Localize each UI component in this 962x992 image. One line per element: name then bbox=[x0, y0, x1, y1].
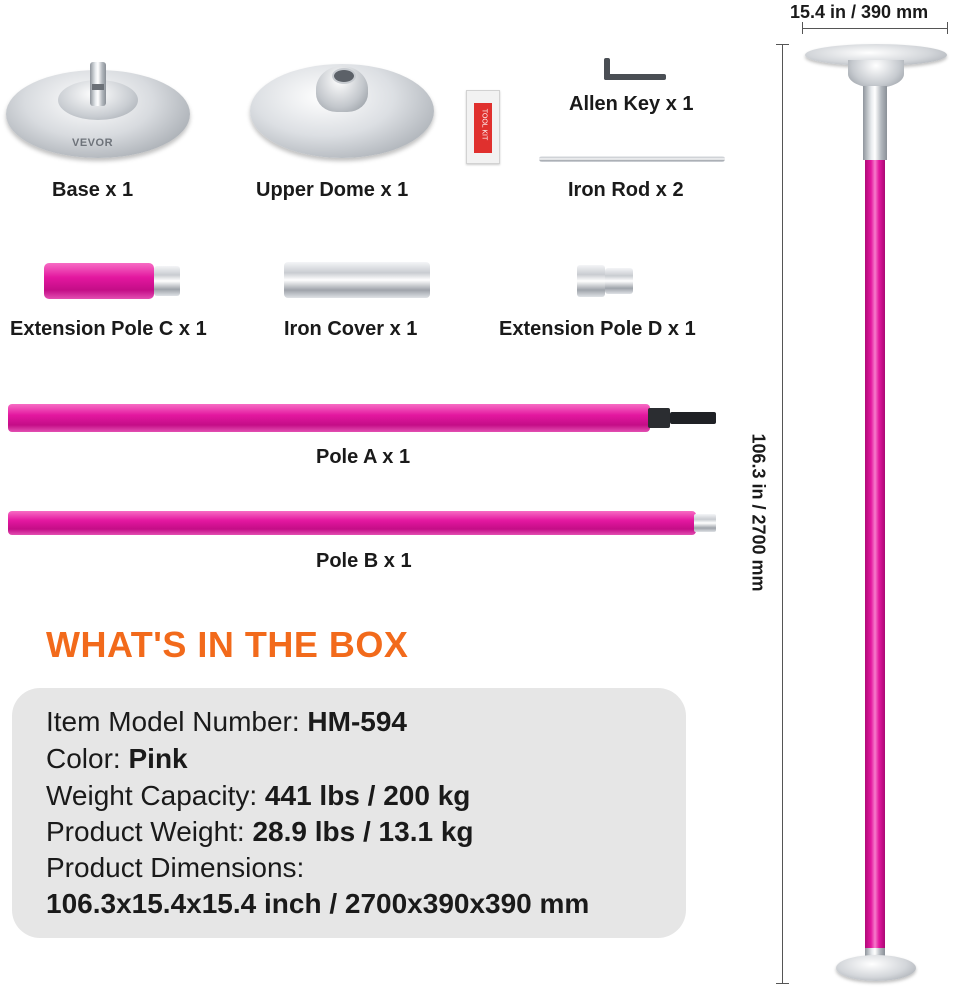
pole-b-label: Pole B x 1 bbox=[316, 550, 412, 572]
iron-rod-label: Iron Rod x 2 bbox=[568, 179, 684, 201]
height-dimension-text: 106.3 in / 2700 mm bbox=[748, 433, 769, 592]
pole-a-label: Pole A x 1 bbox=[316, 446, 411, 468]
tool-kit-text: TOOL KIT bbox=[480, 108, 488, 141]
spec-model-value: HM-594 bbox=[307, 706, 408, 737]
spec-color bbox=[46, 743, 188, 775]
spec-color-value: Pink bbox=[128, 743, 188, 774]
extension-pole-d-label: Extension Pole D x 1 bbox=[499, 318, 696, 340]
spec-capacity-value: 441 lbs / 200 kg bbox=[264, 780, 471, 811]
spec-capacity bbox=[46, 780, 470, 812]
iron-cover-label: Iron Cover x 1 bbox=[284, 318, 418, 340]
whats-in-the-box-heading: WHAT'S IN THE BOX bbox=[46, 624, 409, 665]
spec-dims-value-text: 106.3x15.4x15.4 inch / 2700x390x390 mm bbox=[46, 888, 590, 919]
iron-cover-image bbox=[284, 262, 430, 298]
spec-color-label: Color: bbox=[46, 743, 121, 774]
tool-kit-packet bbox=[466, 90, 500, 164]
spec-weight-value: 28.9 lbs / 13.1 kg bbox=[252, 816, 474, 847]
spec-weight-label: Product Weight: bbox=[46, 816, 245, 847]
spec-model bbox=[46, 706, 407, 738]
iron-rod-image bbox=[539, 156, 725, 162]
allen-key-label: Allen Key x 1 bbox=[569, 93, 694, 115]
extension-pole-c-label: Extension Pole C x 1 bbox=[10, 318, 207, 340]
spec-dims-value bbox=[46, 888, 589, 920]
spec-capacity-label: Weight Capacity: bbox=[46, 780, 258, 811]
base-logo: VEVOR bbox=[72, 137, 114, 149]
spec-dims-label: Product Dimensions: bbox=[46, 852, 305, 883]
upper-dome-label: Upper Dome x 1 bbox=[256, 179, 409, 201]
width-dimension-text: 15.4 in / 390 mm bbox=[790, 2, 929, 22]
spec-weight bbox=[46, 816, 474, 848]
spec-model-label: Item Model Number: bbox=[46, 706, 300, 737]
base-label: Base x 1 bbox=[52, 179, 134, 201]
